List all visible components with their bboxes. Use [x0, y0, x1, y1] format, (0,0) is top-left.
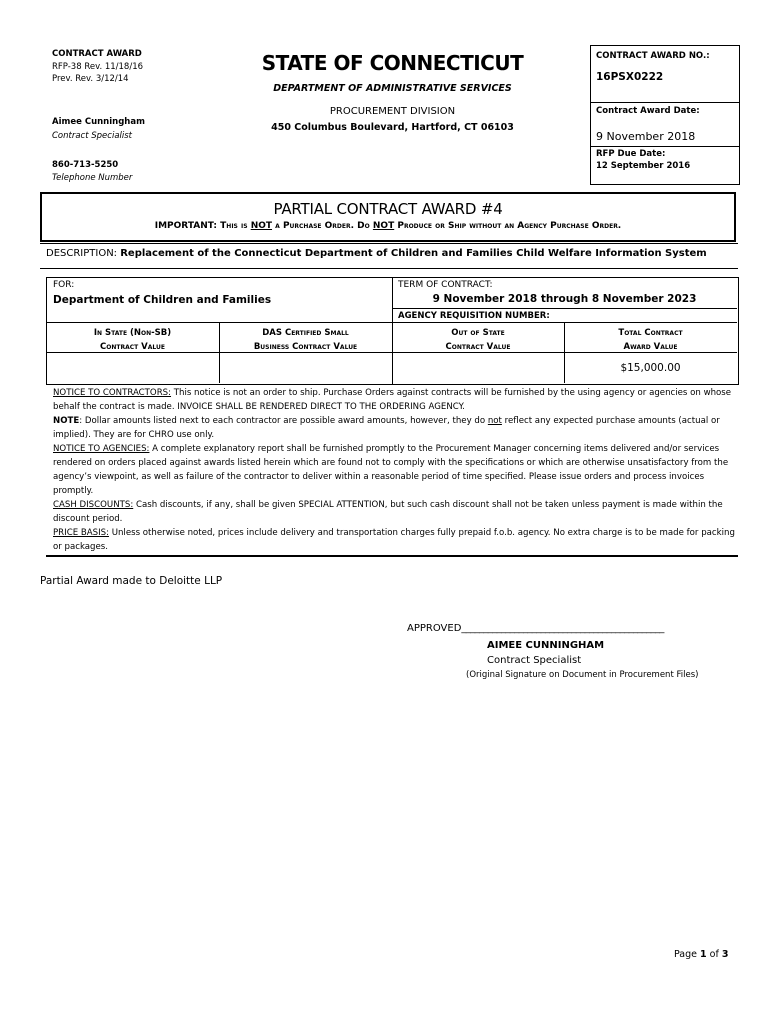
divider — [46, 555, 738, 557]
description-label: DESCRIPTION: — [46, 248, 121, 259]
in-state-value-header — [46, 326, 219, 354]
award-number-label: CONTRACT AWARD NO.: — [596, 51, 710, 61]
rfp-due-date: 12 September 2016 — [596, 161, 691, 171]
contact-title: Contract Specialist — [52, 131, 133, 141]
approver-name: AIMEE CUNNINGHAM — [487, 640, 605, 651]
rfp-due-label: RFP Due Date: — [596, 149, 666, 159]
notice-text: This notice is not an order to ship. Purchase Orders against contracts will be furnished by the using agency or agencies on whose behalf the contract is made. INVOICE SHALL BE RENDERED DIRECT TO THE ORDERING AGENCY. — [53, 388, 732, 412]
approver-title: Contract Specialist — [487, 655, 582, 666]
column-header: Total Contract — [618, 328, 683, 338]
important-not: NOT — [372, 221, 395, 231]
phone-label: Telephone Number — [52, 173, 133, 183]
notice-text: Cash discounts, if any, shall be given SPECIAL ATTENTION, but such cash discount shall not be taken unless payment is made within the discount period. — [53, 500, 723, 524]
award-number: 16PSX0222 — [596, 71, 664, 83]
contact-phone: 860-713-5250 — [52, 160, 119, 170]
notice-agencies — [53, 442, 735, 498]
notice-emphasis: not — [487, 416, 502, 426]
important-label: IMPORTANT: — [154, 221, 221, 231]
notice-label: NOTICE TO CONTRACTORS: — [53, 388, 172, 398]
description — [46, 248, 707, 259]
divider — [40, 243, 738, 244]
important-text: This is — [220, 221, 251, 231]
term-value: 9 November 2018 through 8 November 2023 — [432, 293, 697, 305]
notice-label: NOTE — [53, 416, 80, 426]
column-header: DAS Certified Small — [262, 328, 349, 338]
page-label: of — [706, 949, 722, 960]
page-current: 1 — [700, 949, 707, 960]
total-award-value-header — [564, 326, 737, 354]
award-date: 9 November 2018 — [596, 130, 696, 143]
divider — [40, 268, 738, 269]
column-header: Out of State — [451, 328, 505, 338]
for-value: Department of Children and Families — [53, 294, 272, 306]
award-date-label: Contract Award Date: — [596, 106, 700, 116]
das-certified-value-header — [219, 326, 392, 354]
notice-label: CASH DISCOUNTS: — [53, 500, 134, 510]
divider — [590, 146, 739, 147]
notice-text: reflect any expected purchase amounts (actual or implied). They are for CHRO use only. — [53, 416, 720, 440]
notice-text: : Dollar amounts listed next to each contractor are possible award amounts, however, they do — [79, 416, 488, 426]
divider — [46, 322, 737, 323]
approved-label: APPROVED — [407, 623, 462, 634]
term-label: TERM OF CONTRACT: — [398, 280, 493, 290]
partial-award-recipient: Partial Award made to Deloitte LLP — [40, 575, 223, 587]
page-total: 3 — [721, 949, 729, 960]
form-previous-revision: Prev. Rev. 3/12/14 — [52, 74, 129, 84]
notice-label: PRICE BASIS: — [53, 528, 109, 538]
description-text: Replacement of the Connecticut Department of Children and Families Child Welfare Information System — [120, 248, 707, 259]
signature-note: (Original Signature on Document in Procurement Files) — [466, 670, 699, 680]
column-header: Contract Value — [445, 342, 511, 352]
column-header: Contract Value — [100, 342, 165, 352]
important-text: Produce or Ship without an Agency Purchase Order. — [394, 221, 622, 231]
notice-cash-discounts — [53, 498, 735, 526]
important-notice — [42, 221, 734, 231]
important-not: NOT — [250, 221, 273, 231]
division-name: PROCUREMENT DIVISION — [329, 106, 456, 117]
approval-line — [407, 623, 664, 634]
partial-award-banner — [40, 192, 736, 242]
notice-text: A complete explanatory report shall be furnished promptly to the Procurement Manager concerning items delivered and/or services rendered on orders placed against awards listed herein which are found not to comply with the specifications or which are otherwise unsatisfactory from the agency’s viewpoint, as well as failure of the contractor to deliver within a reasonable period of time specified. Please issue orders and process invoices promptly. — [53, 444, 729, 496]
form-revision: RFP-38 Rev. 11/18/16 — [52, 62, 144, 72]
out-of-state-value-header — [392, 326, 564, 354]
form-label: CONTRACT AWARD — [52, 49, 142, 59]
department-name: DEPARTMENT OF ADMINISTRATIVE SERVICES — [273, 83, 512, 94]
notice-price-basis — [53, 526, 735, 554]
contact-name: Aimee Cunningham — [52, 117, 145, 127]
state-title: STATE OF CONNECTICUT — [261, 51, 524, 75]
page-label: Page — [674, 949, 701, 960]
division-address: 450 Columbus Boulevard, Hartford, CT 06103 — [271, 122, 514, 133]
column-header: In State (Non-SB) — [93, 328, 172, 338]
important-text: a Purchase Order. Do — [272, 221, 373, 231]
notice-label: NOTICE TO AGENCIES: — [53, 444, 150, 454]
column-header: Award Value — [623, 342, 678, 352]
banner-title: PARTIAL CONTRACT AWARD #4 — [273, 200, 503, 218]
page-number — [674, 949, 728, 960]
notice-text: Unless otherwise noted, prices include delivery and transportation charges fully prepaid f.o.b. agency. No extra charge is to be made for packing or packages. — [53, 528, 735, 552]
for-label: FOR: — [53, 280, 75, 290]
notice-contractors — [53, 386, 735, 414]
notices-block — [53, 386, 735, 554]
total-award-value: $15,000.00 — [620, 362, 681, 374]
divider — [392, 308, 737, 309]
notice-note — [53, 414, 735, 442]
divider — [590, 102, 739, 103]
requisition-label: AGENCY REQUISITION NUMBER: — [398, 311, 550, 321]
column-header: Business Contract Value — [253, 342, 358, 352]
signature-blank: ______________________________________________ — [461, 623, 664, 634]
